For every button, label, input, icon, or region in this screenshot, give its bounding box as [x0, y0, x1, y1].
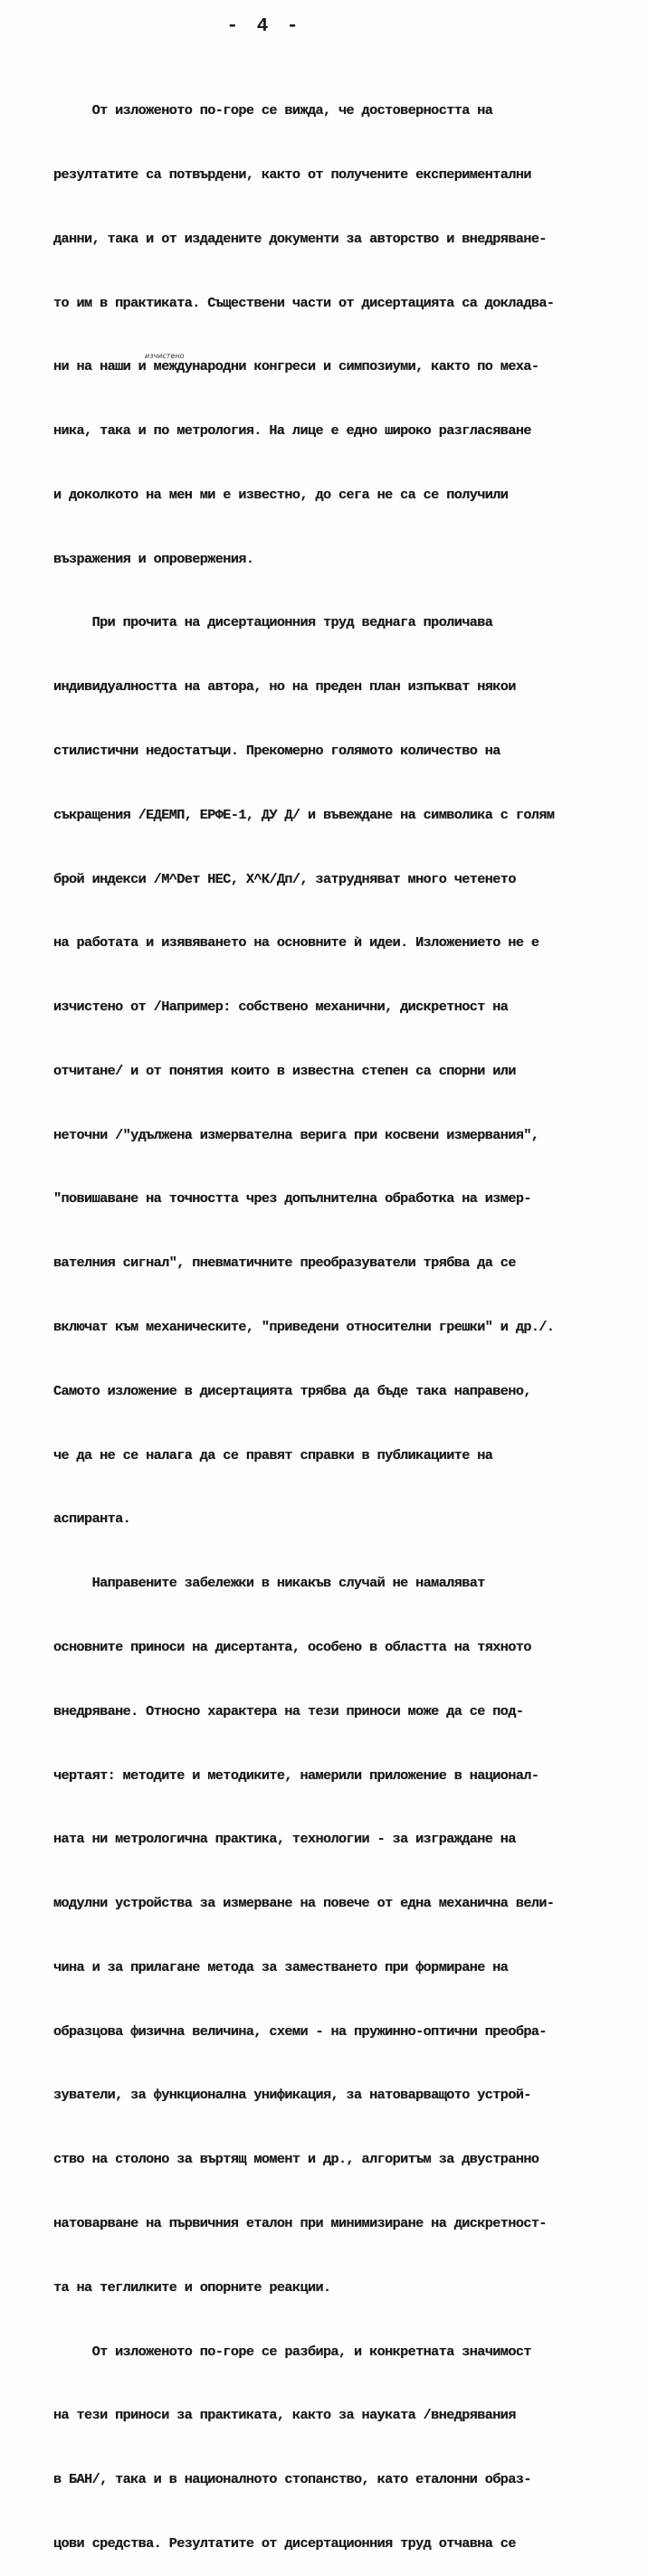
- text-line: данни, така и от издадените документи за авторство и внедряване-: [53, 230, 547, 247]
- text-line: При прочита на дисертационния труд веднага проличава: [53, 614, 493, 631]
- text-line: Направените забележки в никакъв случай не намаляват: [53, 1575, 485, 1592]
- handwritten-note: изчистено: [145, 352, 185, 360]
- text-line: индивидуалността на автора, но на преден план изпъкват някои: [53, 678, 516, 696]
- text-line: изчистено от /Например: собствено механични, дискретност на: [53, 999, 509, 1016]
- text-line: то им в практиката. Съществени части от дисертацията са докладва-: [53, 294, 555, 311]
- text-line: брой индекси /М^Dет НЕС, Х^К/Дп/, затрудняват много четенето: [53, 870, 516, 887]
- text-line: аспиранта.: [53, 1511, 131, 1528]
- text-line: натоварване на първичния еталон при минимизиране на дискретност-: [53, 2214, 547, 2231]
- text-line: От изложеното по-горе се разбира, и конкретната значимост: [53, 2343, 531, 2360]
- text-line: съкращения /ЕДЕМП, ЕРФЕ-1, ДУ Д/ и въвеждане на символика с голям: [53, 806, 555, 823]
- text-line: включат към механическите, "приведени относителни грешки" и др./.: [53, 1319, 555, 1336]
- text-line: внедряване. Относно характера на тези приноси може да се под-: [53, 1702, 524, 1719]
- text-line: От изложеното по-горе се вижда, че достоверността на: [53, 102, 493, 119]
- text-line: ство на столоно за въртящ момент и др., алгоритъм за двустранно: [53, 2151, 539, 2168]
- text-line: резултатите са потвърдени, както от получените експериментални: [53, 166, 531, 183]
- text-line: цови средства. Резултатите от дисертационния труд отчавна се: [53, 2534, 516, 2552]
- text-line: образцова физична величина, схеми - на пружинно-оптични преобра-: [53, 2022, 547, 2040]
- text-line: и доколкото на мен ми е известно, до сега не са се получили: [53, 486, 509, 503]
- text-line: отчитане/ и от понятия които в известна степен са спорни или: [53, 1062, 516, 1079]
- text-line: "повишаване на точността чрез допълнителна обработка на измер-: [53, 1190, 531, 1208]
- text-line: модулни устройства за измерване на повече от една механична вели-: [53, 1895, 555, 1912]
- text-line: в БАН/, така и в националното стопанство, като еталонни образ-: [53, 2471, 531, 2488]
- text-line: та на теглилките и опорните реакции.: [53, 2278, 331, 2296]
- text-line: че да не се налага да се правят справки в публикациите на: [53, 1446, 493, 1463]
- text-line: на тези приноси за практиката, както за науката /внедрявания: [53, 2407, 516, 2424]
- text-line: основните приноси на дисертанта, особено в областта на тяхното: [53, 1638, 531, 1655]
- text-line: ни на наши и международни конгреси и симпозиуми, както по меха-: [53, 358, 539, 375]
- document-body: [53, 58, 642, 2576]
- text-line: зуватели, за функционална унификация, за натоварващото устрой-: [53, 2087, 531, 2104]
- text-line: вателния сигнал", пневматичните преобразуватели трябва да се: [53, 1255, 516, 1272]
- text-line: чина и за прилагане метода за заместването при формиране на: [53, 1958, 509, 1975]
- text-line: чертаят: методите и методиките, намерили приложение в национал-: [53, 1766, 539, 1784]
- text-line: възражения и опровержения.: [53, 550, 254, 567]
- text-line: Самото изложение в дисертацията трябва да бъде така направено,: [53, 1382, 531, 1399]
- text-line: ната ни метрологична практика, технологии - за изграждане на: [53, 1831, 516, 1848]
- text-line: стилистични недостатъци. Прекомерно голямото количество на: [53, 743, 500, 759]
- page-number: - 4 -: [226, 16, 302, 37]
- text-line: ника, така и по метрология. На лице е едно широко разгласяване: [53, 422, 531, 440]
- text-line: на работата и изявяването на основните ѝ идеи. Изложението не е: [53, 934, 539, 952]
- text-line: неточни /"удължена измервателна верига при косвени измервания",: [53, 1126, 539, 1143]
